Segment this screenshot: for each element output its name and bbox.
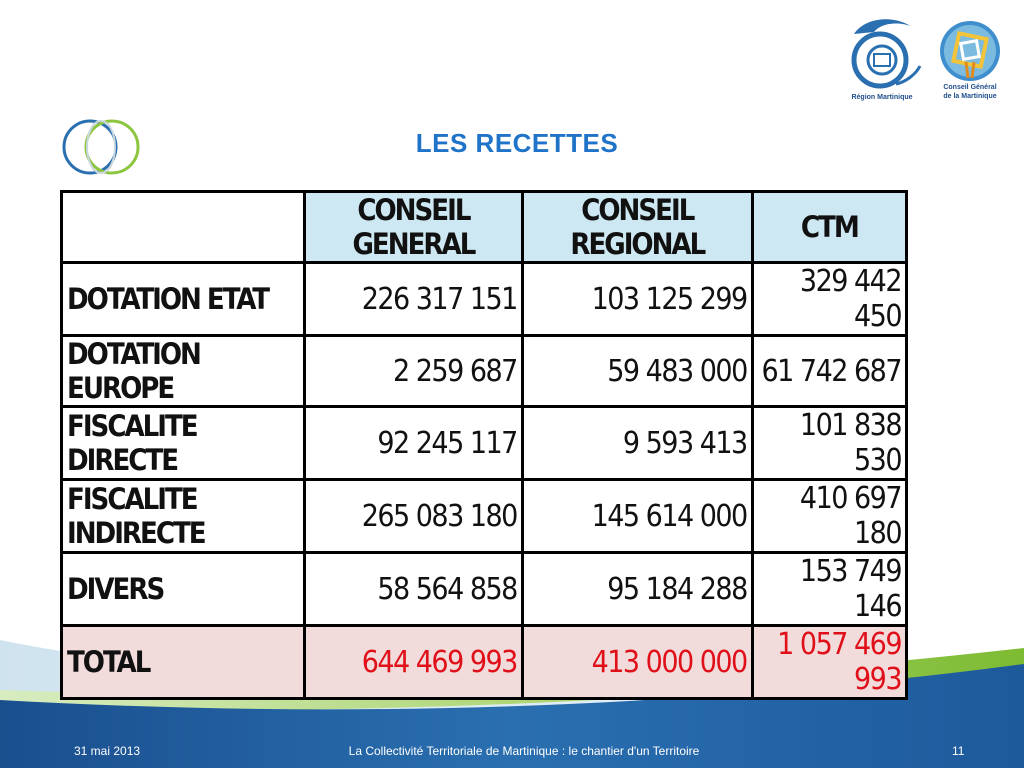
table-header-row bbox=[62, 192, 907, 263]
region-emblem-icon bbox=[836, 14, 926, 92]
header-ctm: CTM bbox=[752, 192, 906, 263]
cell-ctm: 101 838 530 bbox=[752, 407, 906, 480]
cg-caption-line1: Conseil Général bbox=[943, 84, 997, 91]
table-row bbox=[62, 553, 907, 626]
conseil-general-emblem-icon bbox=[932, 18, 1008, 84]
page-number: 11 bbox=[952, 744, 965, 758]
total-row bbox=[62, 626, 907, 699]
cell-ctm: 329 442 450 bbox=[752, 263, 906, 336]
cell-ctm: 153 749 146 bbox=[752, 553, 906, 626]
cell-conseil-regional: 9 593 413 bbox=[522, 407, 752, 480]
cell-conseil-regional: 59 483 000 bbox=[522, 336, 752, 407]
cell-conseil-regional: 103 125 299 bbox=[522, 263, 752, 336]
cell-conseil-general: 226 317 151 bbox=[305, 263, 523, 336]
table-row bbox=[62, 407, 907, 480]
table-corner-cell bbox=[62, 192, 305, 263]
header-conseil-regional: CONSEIL REGIONAL bbox=[522, 192, 752, 263]
footer-title: La Collectivité Territoriale de Martinique : le chantier d'un Territoire bbox=[348, 744, 700, 758]
table-row bbox=[62, 480, 907, 553]
cell-ctm: 410 697 180 bbox=[752, 480, 906, 553]
cell-conseil-general: 265 083 180 bbox=[305, 480, 523, 553]
row-label: FISCALITE INDIRECTE bbox=[62, 480, 305, 553]
total-conseil-regional: 413 000 000 bbox=[522, 626, 752, 699]
region-martinique-logo bbox=[836, 14, 926, 106]
table-row bbox=[62, 263, 907, 336]
footer-date: 31 mai 2013 bbox=[74, 744, 141, 758]
cell-conseil-general: 92 245 117 bbox=[305, 407, 523, 480]
total-conseil-general: 644 469 993 bbox=[305, 626, 523, 699]
cell-conseil-general: 58 564 858 bbox=[305, 553, 523, 626]
region-caption: Région Martinique bbox=[851, 94, 913, 101]
row-label: DIVERS bbox=[62, 553, 305, 626]
cell-conseil-regional: 145 614 000 bbox=[522, 480, 752, 553]
recettes-table bbox=[60, 190, 908, 700]
header-conseil-general: CONSEIL GENERAL bbox=[305, 192, 523, 263]
cell-ctm: 61 742 687 bbox=[752, 336, 906, 407]
cg-caption-line2: de la Martinique bbox=[943, 93, 997, 100]
row-label: FISCALITE DIRECTE bbox=[62, 407, 305, 480]
table-row bbox=[62, 336, 907, 407]
conseil-general-logo bbox=[932, 18, 1008, 106]
total-ctm: 1 057 469 993 bbox=[752, 626, 906, 699]
row-label: DOTATION EUROPE bbox=[62, 336, 305, 407]
slide-title: LES RECETTES bbox=[415, 128, 619, 158]
cell-conseil-regional: 95 184 288 bbox=[522, 553, 752, 626]
total-label: TOTAL bbox=[62, 626, 305, 699]
row-label: DOTATION ETAT bbox=[62, 263, 305, 336]
cell-conseil-general: 2 259 687 bbox=[305, 336, 523, 407]
